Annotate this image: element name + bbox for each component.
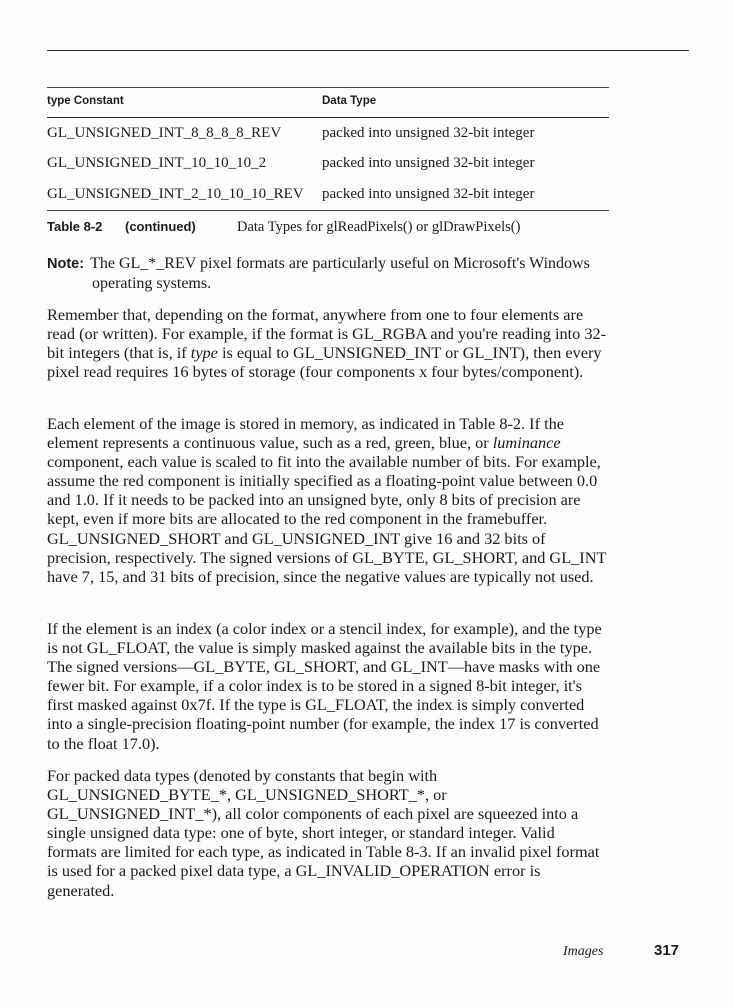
table-top-rule: [47, 87, 609, 88]
running-footer-section: Images: [563, 944, 604, 959]
type-constant-cell: GL_UNSIGNED_INT_8_8_8_8_REV: [47, 124, 282, 141]
caption-continued: (continued): [125, 219, 196, 234]
paragraph-1-text-a: Remember that, depending on the format, anywhere from one to four elements are read (or written). For example, if the format is GL_RGBA and you're reading into 32-bit integers (that is, if: [47, 305, 607, 363]
caption-label: Table 8-2: [47, 219, 103, 234]
note-label: Note:: [47, 256, 85, 272]
paragraph-2-text-b: component, each value is scaled to fit into the available number of bits. For example, assume the red component is initially specified as a floating-point value between 0.0 and 1.0. If it needs to be packed into an unsigned byte, only 8 bits of precision are kept, even if more bits are allocated to the red component in the framebuffer. GL_UNSIGNED_SHORT and GL_UNSIGNED_INT give 16 and 32 bits of precision, respectively. The signed versions of GL_BYTE, GL_SHORT, and GL_INT have 7, 15, and 31 bits of precision, since the negative values are typically not used.: [47, 452, 607, 586]
column-header-data-type: Data Type: [322, 95, 377, 107]
page-number: 317: [654, 942, 680, 959]
table-row: [47, 149, 609, 180]
note-text: The GL_*_REV pixel formats are particularly useful on Microsoft's Windows operating systems.: [90, 255, 590, 292]
type-constant-cell: GL_UNSIGNED_INT_2_10_10_10_REV: [47, 185, 304, 202]
paragraph-4: For packed data types (denoted by constants that begin with GL_UNSIGNED_BYTE_*, GL_UNSIGNED_SHORT_*, or GL_UNSIGNED_INT_*), all color components of each pixel are squeezed into a single unsigned data type: one of byte, short integer, or standard integer. Valid formats are limited for each type, as indicated in Table 8-3. If an invalid pixel format is used for a packed pixel data type, a GL_INVALID_OPERATION error is generated.: [47, 766, 600, 900]
header-rule: [47, 50, 689, 51]
paragraph-2-text-a: Each element of the image is stored in memory, as indicated in Table 8-2. If the element represents a continuous value, such as a red, green, blue, or: [47, 414, 564, 453]
data-types-table: [47, 87, 609, 211]
paragraph-3: If the element is an index (a color index or a stencil index, for example), and the type is not GL_FLOAT, the value is simply masked against the available bits in the type. The signed versions—GL_BYTE, GL_SHORT, and GL_INT—have masks with one fewer bit. For example, if a color index is to be stored in a signed 8-bit integer, it's first masked against 0x7f. If the type is GL_FLOAT, the index is simply converted into a single-precision floating-point number (for example, the index 17 is converted to the float 17.0).: [47, 619, 602, 753]
data-type-cell: packed into unsigned 32-bit integer: [322, 155, 535, 172]
table-bottom-rule: [47, 210, 609, 211]
paragraph-2: [47, 414, 607, 586]
column-header-type-constant: type Constant: [47, 95, 124, 107]
table-row: [47, 179, 609, 210]
data-type-cell: packed into unsigned 32-bit integer: [322, 185, 535, 202]
note-block: [47, 254, 607, 293]
paragraph-1-emphasis: type: [190, 343, 218, 363]
table-row: [47, 118, 609, 149]
paragraph-2-emphasis: luminance: [492, 433, 561, 453]
table-caption: [47, 219, 520, 236]
paragraph-1: [47, 305, 607, 381]
table-header-row: [47, 95, 609, 117]
type-constant-cell: GL_UNSIGNED_INT_10_10_10_2: [47, 155, 267, 172]
caption-text: Data Types for glReadPixels() or glDrawPixels(): [237, 219, 521, 235]
data-type-cell: packed into unsigned 32-bit integer: [322, 124, 535, 141]
paragraph-1-text-b: is equal to GL_UNSIGNED_INT or GL_INT), then every pixel read requires 16 bytes of storage (four components x four bytes/component).: [47, 343, 602, 382]
